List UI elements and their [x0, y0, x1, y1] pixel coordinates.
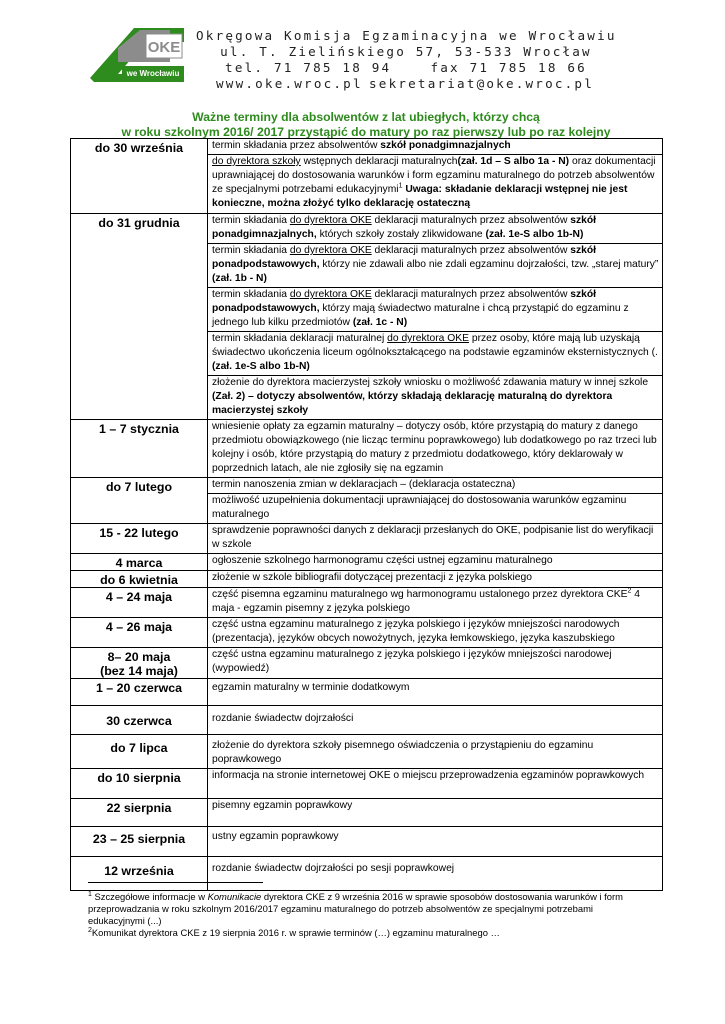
- page-title: [80, 110, 652, 140]
- date-cell: do 30 września: [71, 139, 208, 214]
- table-row: [71, 588, 663, 618]
- desc-cell: [208, 139, 663, 214]
- date-cell: 8– 20 maja (bez 14 maja): [71, 648, 208, 679]
- title-line-2: w roku szkolnym 2016/ 2017 przystąpić do matury po raz pierwszy lub po raz kolejny: [121, 125, 611, 139]
- desc-entry: część pisemna egzaminu maturalnego wg harmonogramu ustalonego przez dyrektora CKE$^2$ 4 maja - egzamin pisemny z języka polskiego: [212, 587, 641, 614]
- desc-cell: [208, 588, 663, 618]
- date-cell: 30 czerwca: [71, 706, 208, 735]
- desc-cell: [208, 706, 663, 735]
- date-cell: do 10 sierpnia: [71, 769, 208, 799]
- desc-cell: [208, 769, 663, 799]
- title-line-1: Ważne terminy dla absolwentów z lat ubiegłych, którzy chcą: [192, 110, 540, 124]
- table-row: [71, 769, 663, 799]
- desc-entry: część ustna egzaminu maturalnego z języka polskiego i języków mniejszości narodowych (prezentacja), języków obcych nowożytnych, języka łemkowskiego, języka kaszubskiego: [212, 619, 620, 644]
- desc-cell: [208, 554, 663, 571]
- desc-entry: termin nanoszenia zmian w deklaracjach – (deklaracja ostateczna): [208, 478, 662, 494]
- oke-logo: [88, 20, 188, 86]
- table-row: [71, 735, 663, 769]
- date-cell: 15 - 22 lutego: [71, 524, 208, 554]
- table-row: [71, 618, 663, 648]
- desc-entry: termin składania przez absolwentów szkół ponadgimnazjalnych: [208, 139, 662, 155]
- footnote-separator: [88, 882, 263, 883]
- table-row: [71, 524, 663, 554]
- desc-cell: [208, 648, 663, 679]
- table-row: [71, 554, 663, 571]
- desc-entry: część ustna egzaminu maturalnego z języka polskiego i języków mniejszości narodowej (wypowiedź): [212, 649, 612, 674]
- desc-cell: [208, 679, 663, 706]
- desc-entry: egzamin maturalny w terminie dodatkowym: [212, 682, 410, 693]
- desc-entry: informacja na stronie internetowej OKE o miejscu przeprowadzenia egzaminów poprawkowych: [212, 770, 645, 781]
- desc-entry: wniesienie opłaty za egzamin maturalny – dotyczy osób, które przystąpią do matury z danego przedmiotu obowiązkowego (nie licząc terminu poprawkowego) lub dodatkowego po raz trzeci lub kolejny i osób, które przystąpią do matury z przedmiotu dodatkowego, który deklarowały w poprzednich latach, ale nie zgłosiły się na egzamin: [212, 421, 657, 474]
- date-cell: do 6 kwietnia: [71, 571, 208, 588]
- desc-entry: termin składania deklaracji maturalnej do dyrektora OKE przez osoby, które mają lub uzyskają świadectwo ukończenia liceum ogólnokształcącego na podstawie egzaminów eksternistycznych (. (zał. 1e-S albo 1b-N): [208, 332, 662, 376]
- website-link[interactable]: www.oke.wroc.pl: [216, 76, 363, 91]
- table-row: [71, 827, 663, 857]
- desc-cell: [208, 735, 663, 769]
- footnote-ref: 1: [398, 182, 403, 190]
- desc-cell: [208, 571, 663, 588]
- desc-cell: [208, 420, 663, 478]
- date-cell: 4 – 26 maja: [71, 618, 208, 648]
- address: ul. T. Zielińskiego 57, 53-533 Wrocław: [220, 44, 592, 59]
- table-row: [71, 679, 663, 706]
- desc-entry: ustny egzamin poprawkowy: [212, 831, 339, 842]
- table-row: [71, 799, 663, 827]
- table-row: [71, 571, 663, 588]
- desc-entry: rozdanie świadectw dojrzałości po sesji poprawkowej: [212, 863, 455, 874]
- desc-cell: [208, 214, 663, 420]
- date-cell: 1 – 7 stycznia: [71, 420, 208, 478]
- desc-entry: termin składania do dyrektora OKE deklaracji maturalnych przez absolwentów szkół ponadpodstawowych, którzy mają świadectwo maturalne i chcą przystąpić do egzaminu z jednego lub kilku przedmiotów (zał. 1c - N): [208, 288, 662, 332]
- date-cell: 4 marca: [71, 554, 208, 571]
- desc-entry: ogłoszenie szkolnego harmonogramu części ustnej egzaminu maturalnego: [212, 555, 553, 566]
- table-row: [71, 857, 663, 891]
- desc-entry: złożenie do dyrektora szkoły pisemnego oświadczenia o przystąpieniu do egzaminu poprawkowego: [212, 740, 594, 765]
- table-row: [71, 478, 663, 524]
- schedule-table: [70, 138, 663, 891]
- date-cell: 12 września: [71, 857, 208, 891]
- phone-fax: tel. 71 785 18 94 fax 71 785 18 66: [225, 60, 587, 75]
- org-name: Okręgowa Komisja Egzaminacyjna we Wrocławiu: [196, 28, 617, 43]
- table-row: [71, 706, 663, 735]
- table-row: [71, 214, 663, 420]
- footnote-2: $^2$Komunikat dyrektora CKE z 19 sierpnia 2016 r. w sprawie terminów (…) egzaminu maturalnego …: [88, 926, 500, 938]
- date-cell: do 31 grudnia: [71, 214, 208, 420]
- desc-entry: możliwość uzupełnienia dokumentacji uprawniającej do dostosowania warunków egzaminu maturalnego: [212, 495, 627, 520]
- letterhead: [196, 28, 616, 92]
- desc-entry: termin składania do dyrektora OKE deklaracji maturalnych przez absolwentów szkół ponadgimnazjalnych, których szkoły zostały zlikwidowane (zał. 1e-S albo 1b-N): [208, 214, 662, 244]
- table-row: [71, 139, 663, 214]
- date-cell: do 7 lipca: [71, 735, 208, 769]
- table-row: [71, 648, 663, 679]
- desc-cell: [208, 478, 663, 524]
- logo-abbr: OKE: [147, 39, 181, 56]
- table-row: [71, 420, 663, 478]
- desc-entry: złożenie do dyrektora macierzystej szkoły wniosku o możliwość zdawania matury w innej szkole (Zał. 2) – dotyczy absolwentów, którzy składają deklarację maturalną do dyrektora macierzystej szkoły: [212, 377, 649, 416]
- desc-cell: [208, 618, 663, 648]
- desc-entry: do dyrektora szkoły wstępnych deklaracji maturalnych(zał. 1d – S albo 1a - N) oraz dokumentacji uprawniającej do dostosowania warunków i form egzaminu maturalnego do potrzeb absolwentów ze specjalnymi potrzebami edukacyjnymi$^1$ Uwaga: składanie deklaracji wstępnej nie jest konieczne, można złożyć tylko deklarację ostateczną: [212, 156, 656, 209]
- desc-cell: [208, 827, 663, 857]
- desc-entry: termin składania do dyrektora OKE deklaracji maturalnych przez absolwentów szkół ponadpodstawowych, którzy nie zdawali albo nie zdali egzaminu dojrzałości, tzw. „starej matury” (zał. 1b - N): [208, 244, 662, 288]
- date-cell: 22 sierpnia: [71, 799, 208, 827]
- desc-entry: pisemny egzamin poprawkowy: [212, 800, 353, 811]
- date-cell: 4 – 24 maja: [71, 588, 208, 618]
- date-cell: 1 – 20 czerwca: [71, 679, 208, 706]
- date-cell: do 7 lutego: [71, 478, 208, 524]
- logo-city: we Wrocławiu: [126, 69, 180, 78]
- desc-cell: [208, 524, 663, 554]
- footnote-1: $^1$ Szczegółowe informacje w Komunikacie dyrektora CKE z 9 września 2016 w sprawie sposobów dostosowania warunków i form przeprowadzania w roku szkolnym 2016/2017 egzaminu maturalnego do potrzeb absolwentów ze specjalnymi potrzebami edukacyjnymi (...): [88, 890, 623, 926]
- email-link[interactable]: sekretariat@oke.wroc.pl: [369, 76, 594, 91]
- desc-entry: złożenie w szkole bibliografii dotyczącej prezentacji z języka polskiego: [212, 572, 532, 583]
- date-cell: 23 – 25 sierpnia: [71, 827, 208, 857]
- desc-cell: [208, 857, 663, 891]
- desc-entry: rozdanie świadectw dojrzałości: [212, 713, 354, 724]
- desc-cell: [208, 799, 663, 827]
- footnotes: [88, 891, 648, 939]
- desc-entry: sprawdzenie poprawności danych z deklaracji przesłanych do OKE, podpisanie list do weryfikacji w szkole: [212, 525, 654, 550]
- footnote-ref: 2: [627, 587, 632, 595]
